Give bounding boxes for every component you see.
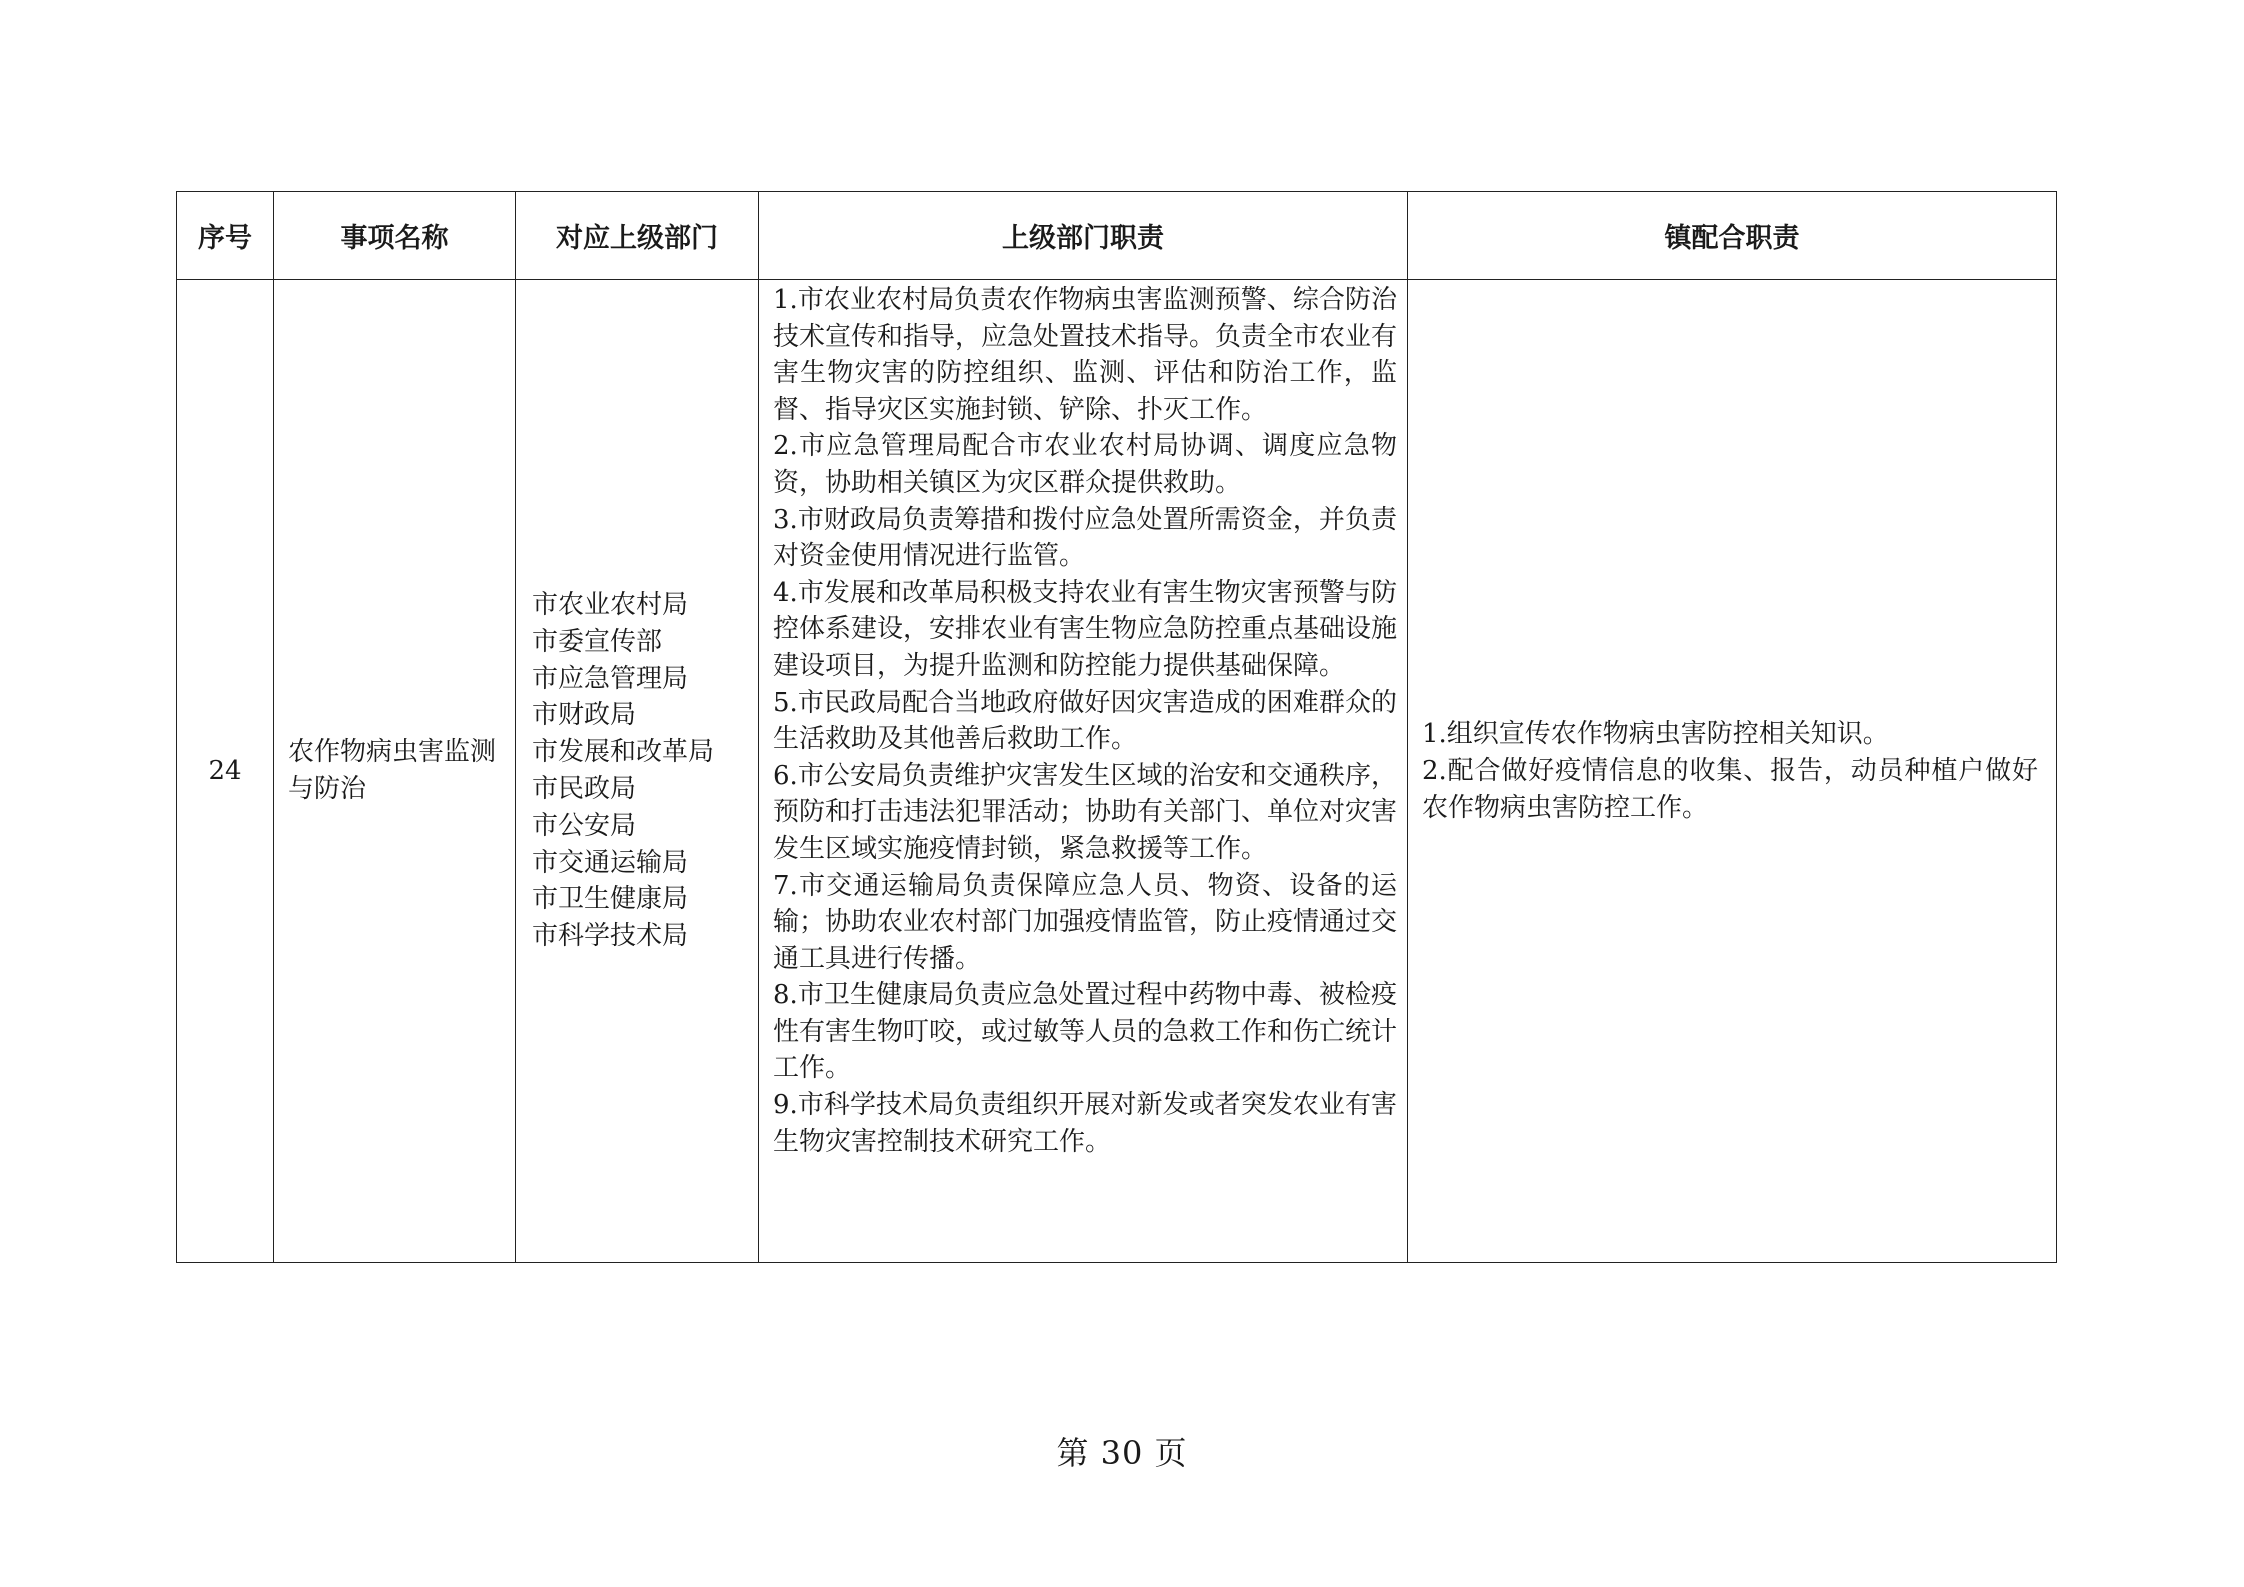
upper-duty-paragraph: 2.市应急管理局配合市农业农村局协调、调度应急物资，协助相关镇区为灾区群众提供救助。 bbox=[773, 431, 1397, 498]
department-item: 市财政局 bbox=[532, 700, 637, 731]
town-duty-paragraph: 1.组织宣传农作物病虫害防控相关知识。 bbox=[1422, 718, 1889, 749]
cell-upper-duties bbox=[759, 280, 1408, 1263]
department-item: 市公安局 bbox=[532, 810, 637, 841]
cell-departments bbox=[516, 280, 759, 1263]
upper-duty-paragraph: 1.市农业农村局负责农作物病虫害监测预警、综合防治技术宣传和指导，应急处置技术指导。负责全市农业有害生物灾害的防控组织、监测、评估和防治工作，监督、指导灾区实施封锁、铲除、扑灭工作。 bbox=[773, 285, 1398, 425]
department-item: 市科学技术局 bbox=[532, 921, 689, 952]
upper-duty-paragraph: 8.市卫生健康局负责应急处置过程中药物中毒、被检疫性有害生物叮咬，或过敏等人员的急救工作和伤亡统计工作。 bbox=[773, 980, 1398, 1084]
header-serial-number: 序号 bbox=[177, 192, 274, 280]
upper-duty-paragraph: 3.市财政局负责筹措和拨付应急处置所需资金，并负责对资金使用情况进行监管。 bbox=[773, 504, 1397, 572]
department-item: 市农业农村局 bbox=[532, 590, 689, 621]
cell-town-duties bbox=[1408, 280, 2057, 1263]
header-upper-duties: 上级部门职责 bbox=[759, 192, 1408, 280]
department-item: 市卫生健康局 bbox=[532, 884, 689, 915]
upper-duty-paragraph: 7.市交通运输局负责保障应急人员、物资、设备的运输；协助农业农村部门加强疫情监管，防止疫情通过交通工具进行传播。 bbox=[773, 870, 1398, 974]
page-number: 第 30 页 bbox=[1056, 1434, 1188, 1472]
duty-table bbox=[176, 191, 2057, 1263]
upper-duty-paragraph: 9.市科学技术局负责组织开展对新发或者突发农业有害生物灾害控制技术研究工作。 bbox=[773, 1090, 1397, 1157]
upper-duty-paragraph: 5.市民政局配合当地政府做好因灾害造成的困难群众的生活救助及其他善后救助工作。 bbox=[773, 687, 1397, 755]
cell-serial-number: 24 bbox=[177, 280, 274, 1263]
department-item: 市应急管理局 bbox=[532, 663, 689, 694]
header-item-name: 事项名称 bbox=[274, 192, 516, 280]
table-header-row bbox=[177, 192, 2057, 280]
department-item: 市委宣传部 bbox=[532, 626, 663, 657]
header-upper-department: 对应上级部门 bbox=[516, 192, 759, 280]
town-duty-paragraph: 2.配合做好疫情信息的收集、报告，动员种植户做好农作物病虫害防控工作。 bbox=[1422, 755, 2038, 823]
header-town-duties: 镇配合职责 bbox=[1408, 192, 2057, 280]
table-row bbox=[177, 280, 2057, 1263]
upper-duty-paragraph: 4.市发展和改革局积极支持农业有害生物灾害预警与防控体系建设，安排农业有害生物应急防控重点基础设施建设项目，为提升监测和防控能力提供基础保障。 bbox=[773, 577, 1398, 681]
department-item: 市交通运输局 bbox=[532, 847, 689, 878]
department-item: 市民政局 bbox=[532, 774, 637, 804]
upper-duty-paragraph: 6.市公安局负责维护灾害发生区域的治安和交通秩序，预防和打击违法犯罪活动；协助有关部门、单位对灾害发生区域实施疫情封锁，紧急救援等工作。 bbox=[773, 760, 1398, 864]
department-item: 市发展和改革局 bbox=[532, 737, 715, 768]
cell-item-name: 农作物病虫害监测与防治 bbox=[274, 280, 516, 1263]
